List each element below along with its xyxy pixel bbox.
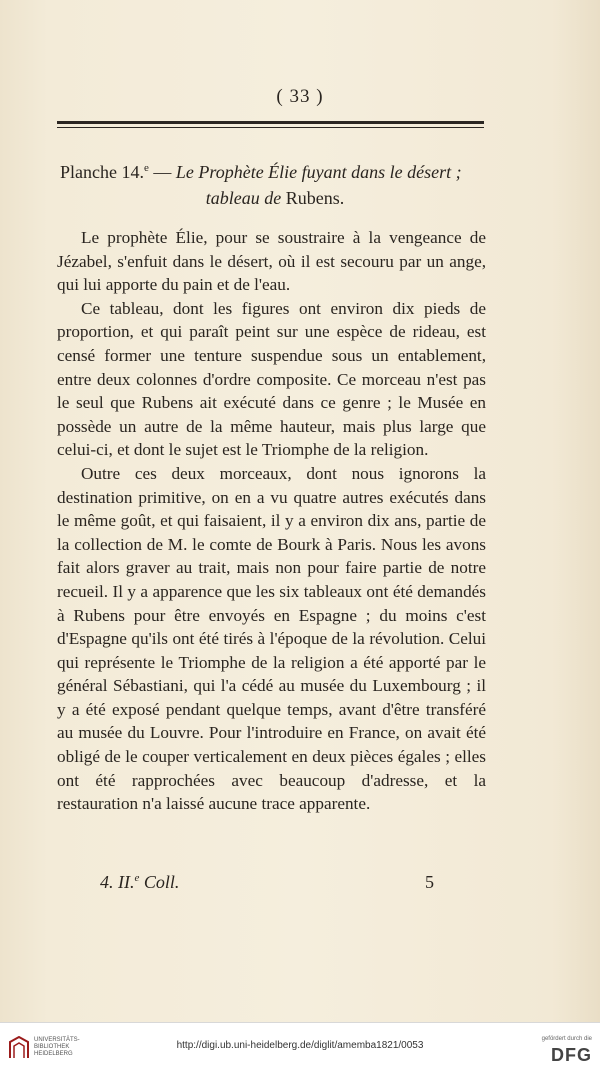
permalink-url[interactable]: http://digi.ub.uni-heidelberg.de/diglit/amemba1821/0053 — [176, 1040, 424, 1051]
logo-line-3: HEIDELBERG — [34, 1051, 73, 1057]
page-footer — [100, 872, 434, 893]
plate-number-sup: e — [143, 162, 149, 174]
dfg-logo: DFG — [551, 1045, 592, 1065]
logo-line-1: UNIVERSITÄTS- — [34, 1037, 80, 1043]
funding-caption: gefördert durch die — [541, 1036, 592, 1042]
body-text — [57, 226, 486, 816]
signature-text: 4. II. — [100, 872, 135, 892]
paragraph-1: Le prophète Élie, pour se soustraire à la vengeance de Jézabel, s'enfuit dans le désert, où il est secouru par un ange, qui lui apporte du pain et de l'eau. — [57, 228, 486, 295]
heading-line-1 — [60, 155, 490, 185]
header-rule-thin — [57, 127, 484, 128]
plate-artist: Rubens. — [281, 188, 345, 208]
signature-sup: e — [134, 872, 140, 884]
plate-number: Planche 14. — [60, 162, 144, 182]
heading-dash: — — [148, 162, 176, 182]
signature-end: Coll. — [139, 872, 180, 892]
plate-title: Le Prophète Élie fuyant dans le désert ; — [175, 162, 462, 182]
logo-line-2: BIBLIOTHEK — [34, 1044, 70, 1050]
paragraph-3: Outre ces deux morceaux, dont nous ignorons la destination primitive, on en a vu quatre autres exécutés dans le même goût, et qui faisaient, il y a environ dix ans, partie de la collection de M. le comte de Bourk à Paris. Nous les avons fait alors graver au trait, mais non pour faire partie de notre recueil. Il y a apparence que les six tableaux ont été demandés à Rubens pour être envoyés en Espagne ; du moins c'est d'Espagne qu'ils ont été tirés à l'époque de la révolution. Celui qui représente le Triomphe de la religion a été apporté par le général Sébastiani, qui l'a cédé au musée du Luxembourg ; il y a été exposé pendant quelque temps, avant d'être transféré au musée du Louvre. Pour l'introduire en France, on avait été obligé de le couper verticalement en deux pièces égales ; elles ont été rapprochées avec beaucoup d'adresse, et la restauration n'a laissé aucune trace apparente. — [57, 463, 486, 814]
plate-heading — [60, 155, 490, 211]
paragraph-2: Ce tableau, dont les figures ont environ dix pieds de proportion, et qui paraît peint sur une espèce de rideau, est censé former une tenture suspendue sous un entablement, entre deux colonnes d'ordre composite. Ce morceau n'est pas le seul que Rubens ait exécuté dans ce genre ; le Musée en possède un autre de la même hauteur, mais plus large que celui-ci, et dont le sujet est le Triomphe de la religion. — [57, 298, 486, 460]
plate-subtitle: tableau de — [205, 188, 282, 208]
heading-line-2 — [60, 185, 490, 211]
header-rule-thick — [57, 121, 484, 124]
signature-mark — [100, 872, 179, 892]
gathering-number: 5 — [425, 872, 434, 892]
page-number: ( 33 ) — [276, 86, 324, 107]
